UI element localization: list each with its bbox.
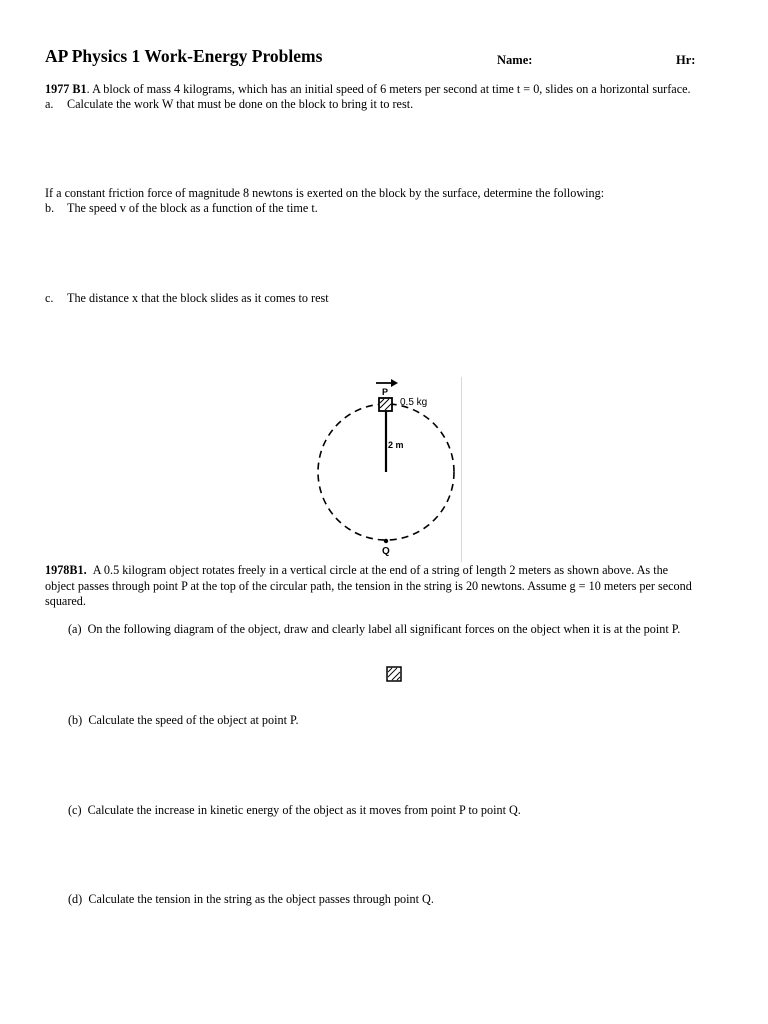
part-c-text: The distance x that the block slides as it comes to rest — [67, 291, 329, 305]
problem2-part-b — [68, 713, 299, 729]
part-label: (d) — [68, 892, 83, 906]
part-c-label: c. — [45, 291, 54, 305]
mass-label: 0.5 kg — [400, 397, 428, 408]
radius-label: 2 m — [388, 440, 404, 450]
friction-statement: If a constant friction force of magnitude 8 newtons is exerted on the block by the surface, determine the following: — [45, 186, 605, 200]
problem2-part-c — [68, 803, 521, 819]
point-p-label: P — [382, 387, 389, 397]
page-title: AP Physics 1 Work-Energy Problems — [45, 46, 323, 66]
point-q-label: Q — [382, 546, 390, 557]
point-q-dot — [384, 539, 388, 543]
problem2-intro-line1 — [45, 563, 735, 579]
object-free-body-block-icon — [385, 665, 404, 684]
part-a-text: Calculate the work W that must be done on the block to bring it to rest. — [67, 97, 414, 111]
vertical-circle-figure — [302, 377, 463, 562]
problem1-part-a — [45, 97, 413, 113]
problem2-intro — [45, 563, 735, 610]
problem2-part-a — [68, 622, 680, 638]
problem2-intro-line3: squared. — [45, 594, 86, 608]
problem1-intro — [45, 82, 691, 98]
part-text: On the following diagram of the object, draw and clearly label all significant forces on the object when it is at the point P. — [87, 622, 681, 636]
problem2-intro-text1: A 0.5 kilogram object rotates freely in a vertical circle at the end of a string of length 2 meters as shown above. As the — [92, 563, 669, 577]
problem1-part-b — [45, 201, 318, 217]
part-b-text: The speed v of the block as a function of the time t. — [67, 201, 318, 215]
part-text: Calculate the tension in the string as the object passes through point Q. — [88, 892, 434, 906]
circle-diagram-svg — [302, 377, 463, 562]
object-block-icon — [379, 398, 392, 411]
part-text: Calculate the speed of the object at point P. — [88, 713, 299, 727]
problem2-part-d — [68, 892, 434, 908]
part-text: Calculate the increase in kinetic energy of the object as it moves from point P to point Q. — [87, 803, 521, 817]
problem1-intro-text: . A block of mass 4 kilograms, which has an initial speed of 6 meters per second at time t = 0, slides on a horizontal surface. — [86, 82, 691, 96]
part-label: (b) — [68, 713, 83, 727]
problem1-part-c — [45, 291, 329, 307]
part-a-label: a. — [45, 97, 54, 111]
part-label: (a) — [68, 622, 82, 636]
problem2-intro-line2: object passes through point P at the top of the circular path, the tension in the string is 20 newtons. Assume g = 10 meters per second — [45, 578, 692, 593]
part-label: (c) — [68, 803, 82, 817]
name-label: Name: — [497, 53, 533, 67]
velocity-arrow-icon — [376, 379, 398, 387]
hr-label: Hr: — [676, 53, 696, 67]
part-b-label: b. — [45, 201, 55, 215]
problem1-id: 1977 B1 — [45, 82, 87, 96]
problem2-id: 1978B1. — [45, 563, 87, 577]
